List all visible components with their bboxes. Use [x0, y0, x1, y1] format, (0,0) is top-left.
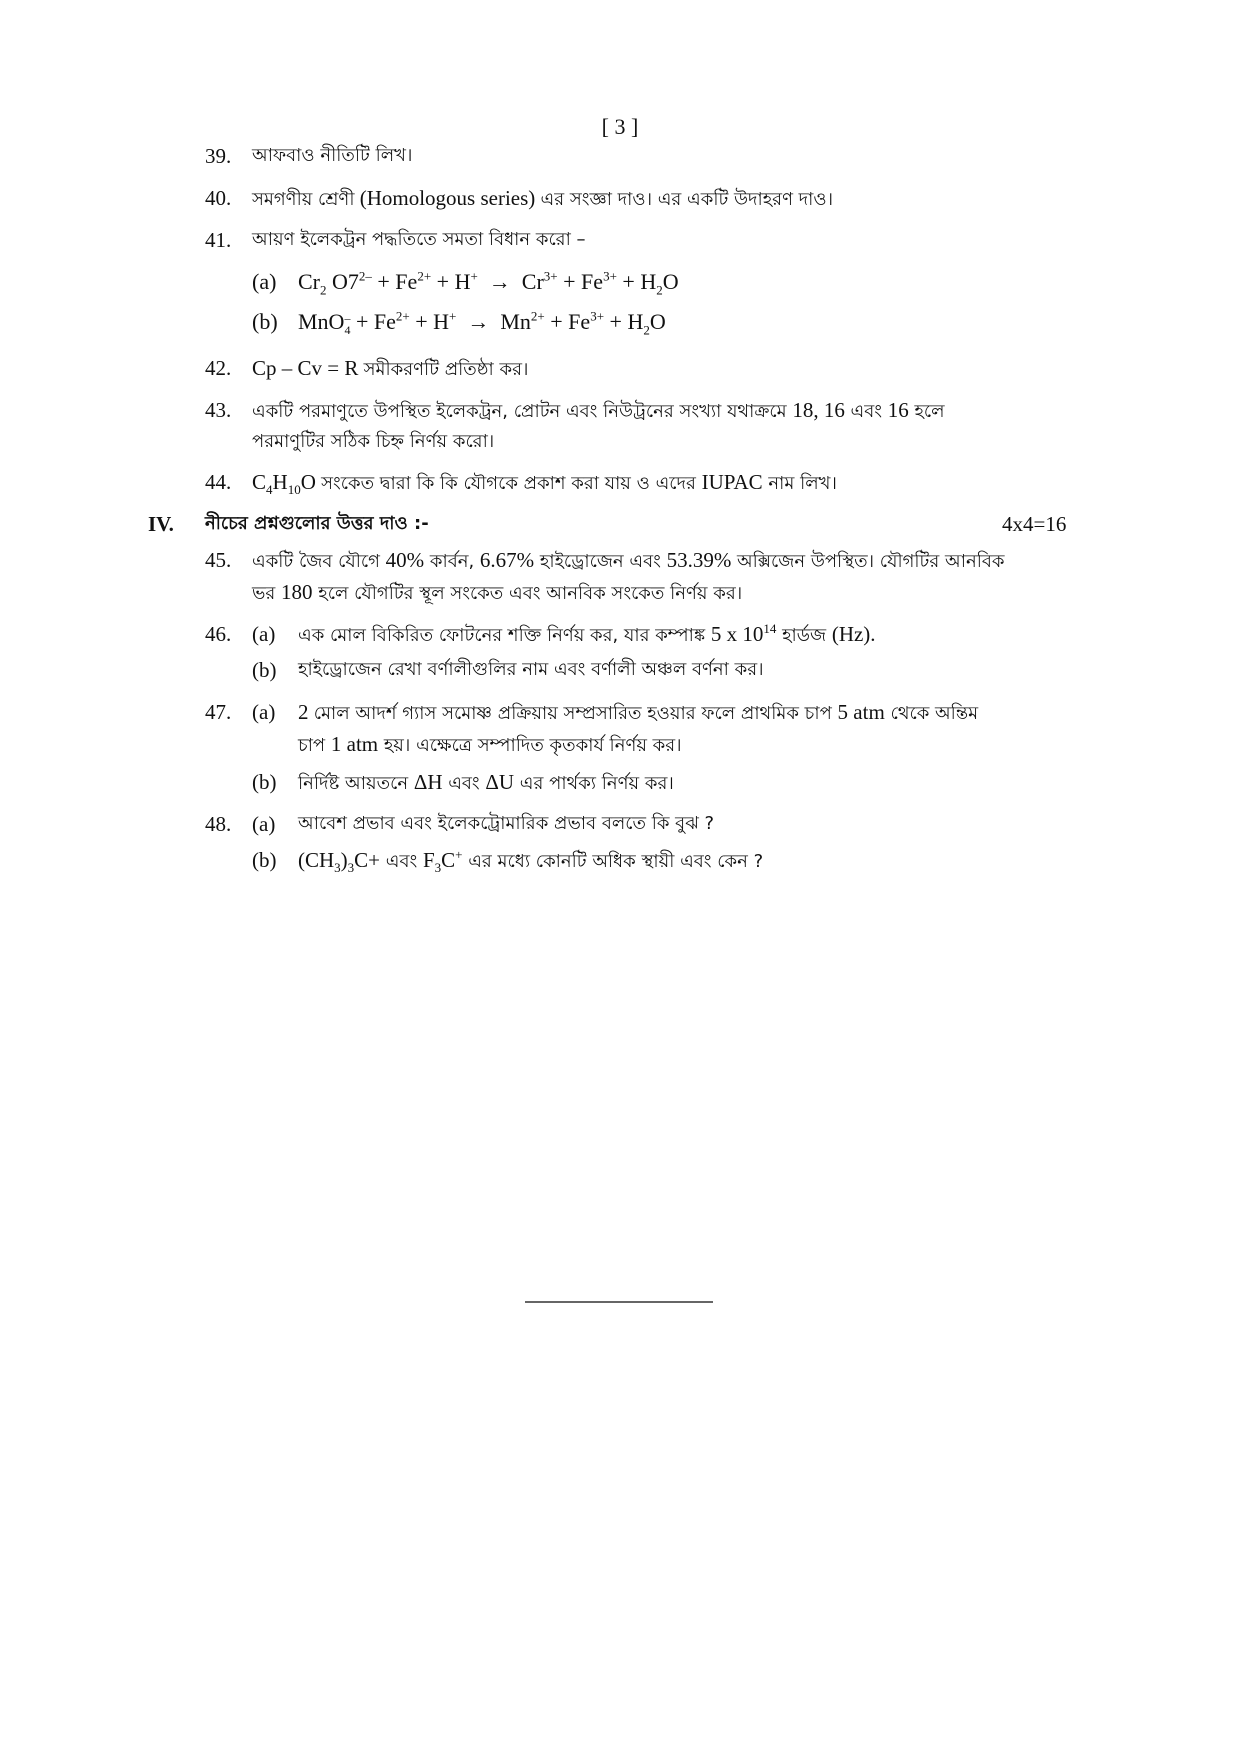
question-text: [252, 184, 833, 214]
subpart-label: (b): [252, 848, 277, 872]
question-text: এক মোল বিকিরিত ফোটনের শক্তি নির্ণয় কর, যার কম্পাঙ্ক 5 x $10^{14}$ হার্ডজ (Hz).: [298, 621, 876, 646]
question-number: 40.: [205, 186, 232, 210]
subpart-label: (a): [252, 700, 276, 724]
text-bn: এর সংজ্ঞা দাও। এর একটি উদাহরণ দাও।: [540, 189, 834, 210]
section-number: IV.: [148, 512, 174, 536]
question-text: একটি পরমাণুতে উপস্থিত ইলেকট্রন, প্রোটন এবং নিউট্রনের সংখ্যা যথাক্রমে 18, 16 এবং 16 হলে: [252, 398, 945, 422]
chemical-equation: MnO – 4 + $Fe^{2+} + H^+ \to Mn^{2+} + Fe^{3+} + H_2O$: [298, 308, 666, 338]
question-number: 44.: [205, 470, 232, 494]
end-of-paper-rule: [525, 1301, 713, 1303]
question-text: আবেশ প্রভাব এবং ইলেকট্রোমারিক প্রভাব বলতে কি বুঝ ?: [298, 813, 715, 834]
question-text: আয়ণ ইলেকট্রন পদ্ধতিতে সমতা বিধান করো –: [252, 229, 586, 250]
question-text: Cp – Cv = R সমীকরণটি প্রতিষ্ঠা কর।: [252, 356, 529, 380]
text-en: (Homologous series): [354, 186, 541, 210]
question-text: $C_4H_{10}O$ সংকেত দ্বারা কি কি যৌগকে প্রকাশ করা যায় ও এদের IUPAC নাম লিখ।: [252, 470, 837, 498]
question-number: 43.: [205, 398, 232, 422]
question-text: নির্দিষ্ট আয়তনে ΔH এবং ΔU এর পার্থক্য নির্ণয় কর।: [298, 770, 674, 794]
arrow-icon: →: [477, 269, 522, 294]
question-number: 41.: [205, 228, 232, 252]
section-title: নীচের প্রশ্নগুলোর উত্তর দাও :-: [205, 513, 429, 534]
subpart-label: (a): [252, 269, 277, 294]
question-text: চাপ 1 atm হয়। এক্ষেত্রে সম্পাদিত কৃতকার্য নির্ণয় কর।: [298, 732, 682, 756]
question-number: 46.: [205, 622, 232, 646]
subpart-label: (b): [252, 770, 277, 794]
question-text: একটি জৈব যৌগে 40% কার্বন, 6.67% হাইড্রোজেন এবং 53.39% অক্সিজেন উপস্থিত। যৌগটির আনবিক: [252, 548, 1005, 572]
question-text: $(CH_3)_3C+$ এবং $F_3C^+$ এর মধ্যে কোনটি অধিক স্থায়ী এবং কেন ?: [298, 847, 764, 876]
page-number: [ 3 ]: [601, 114, 639, 139]
question-number: 45.: [205, 548, 232, 572]
question-number: 48.: [205, 812, 232, 836]
question-number: 47.: [205, 700, 232, 724]
question-text: ভর 180 হলে যৌগটির স্থূল সংকেত এবং আনবিক সংকেত নির্ণয় কর।: [252, 580, 743, 604]
text-bn: সমগণীয় শ্রেণী: [252, 189, 355, 210]
question-text: পরমাণুটির সঠিক চিহ্ন নির্ণয় করো।: [252, 431, 495, 452]
section-marks: 4x4=16: [1002, 512, 1067, 536]
subpart-label: (a): [252, 812, 276, 836]
question-text: 2 মোল আদর্শ গ্যাস সমোষ্ণ প্রক্রিয়ায় সম্প্রসারিত হওয়ার ফলে প্রাথমিক চাপ 5 atm থেকে অন্তিম: [298, 700, 979, 724]
question-number: 39.: [205, 144, 232, 168]
chemical-equation: $Cr_2$ $O7^{2-} + Fe^{2+} + H^+ \to Cr^{3+} + Fe^{3+} + H_2O$: [298, 268, 679, 298]
subpart-label: (a): [252, 622, 276, 646]
question-text: হাইড্রোজেন রেখা বর্ণালীগুলির নাম এবং বর্ণালী অঞ্চল বর্ণনা কর।: [298, 659, 764, 680]
subpart-label: (b): [252, 309, 278, 334]
arrow-icon: →: [456, 309, 501, 334]
subpart-label: (b): [252, 658, 277, 682]
question-number: 42.: [205, 356, 232, 380]
question-text: আফবাও নীতিটি লিখ।: [252, 145, 413, 166]
